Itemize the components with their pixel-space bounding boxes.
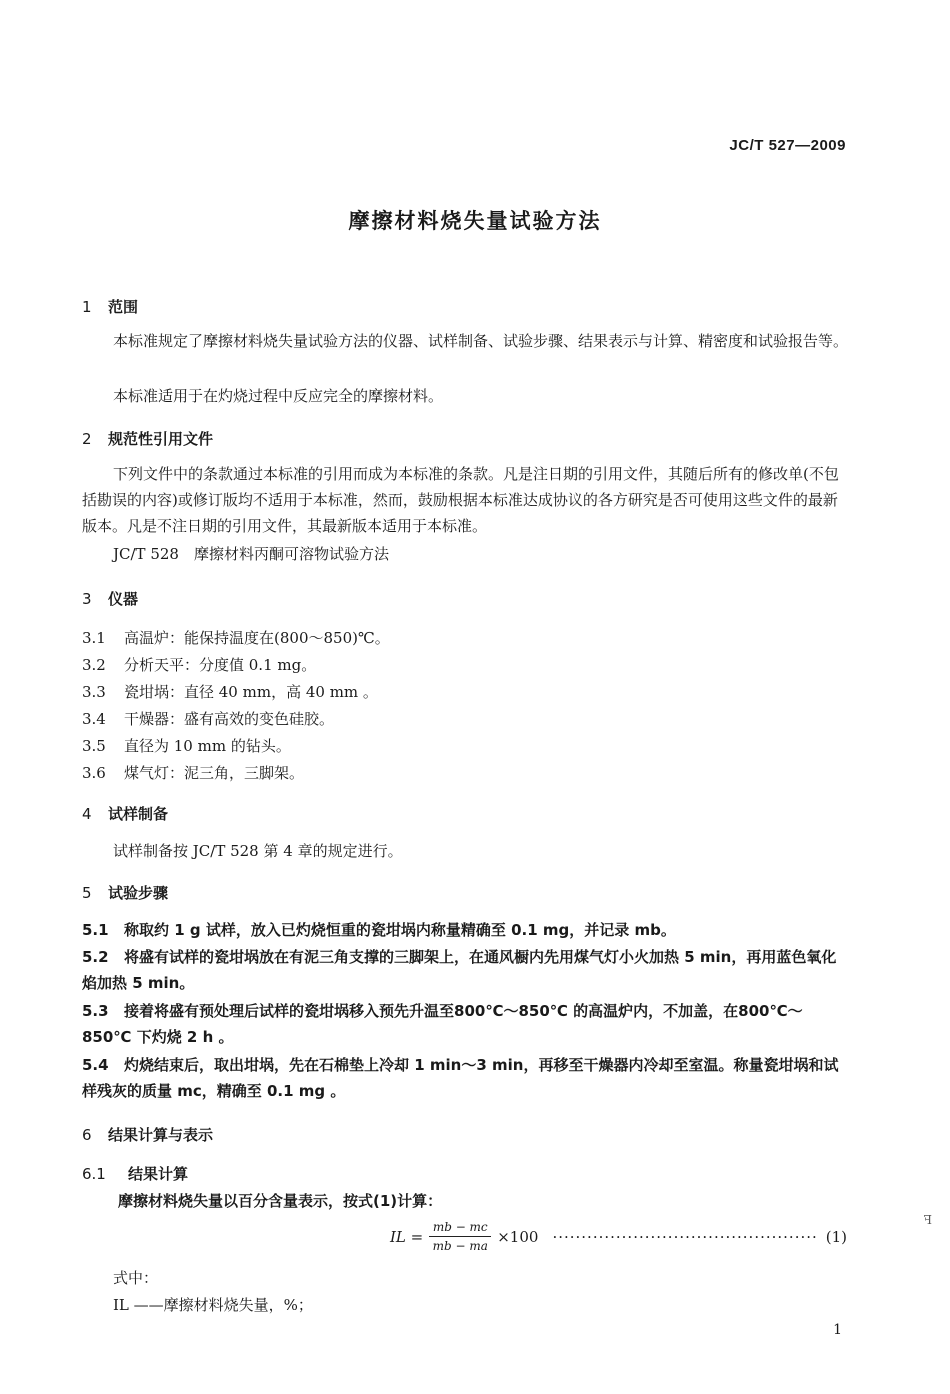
- item-text: 高温炉：能保持温度在(800～850)℃。: [124, 629, 390, 647]
- step-item: [82, 998, 850, 1050]
- item-number: 3.2: [82, 656, 106, 674]
- section-6-heading: [82, 1124, 213, 1145]
- formula-lhs: IL =: [390, 1227, 424, 1246]
- symbol-definition: IL ——摩擦材料烧失量，%；: [113, 1296, 313, 1314]
- item-number: 5.3: [82, 1002, 109, 1020]
- section-number: 6: [82, 1126, 92, 1144]
- item-text: 煤气灯：泥三角，三脚架。: [124, 764, 305, 782]
- section-title: 试样制备: [108, 805, 169, 823]
- section-number: 1: [82, 298, 92, 316]
- list-item: [82, 708, 334, 729]
- page-number: 1: [833, 1322, 842, 1338]
- list-item: [82, 654, 316, 675]
- item-text: 将盛有试样的瓷坩埚放在有泥三角支撑的三脚架上，在通风橱内先用煤气灯小火加热 5 min，再用蓝色氧化焰加热 5 min。: [82, 948, 837, 992]
- section-number: 5: [82, 884, 92, 902]
- section-2-heading: [82, 428, 213, 449]
- reference-item: JC/T 528 摩擦材料丙酮可溶物试验方法: [113, 545, 389, 563]
- section-title: 试验步骤: [108, 884, 169, 902]
- document-title: 摩擦材料烧失量试验方法: [348, 209, 602, 233]
- section-title: 结果计算与表示: [108, 1126, 214, 1144]
- list-item: [82, 762, 304, 783]
- paragraph: 本标准适用于在灼烧过程中反应完全的摩擦材料。: [113, 387, 444, 405]
- fraction-bar: [429, 1236, 491, 1237]
- section-5-heading: [82, 882, 168, 903]
- step-item: [82, 944, 850, 996]
- section-title: 仪器: [108, 590, 139, 608]
- item-number: 3.5: [82, 737, 106, 755]
- paragraph: 摩擦材料烧失量以百分含量表示，按式(1)计算：: [118, 1192, 443, 1210]
- subsection-number: 6.1: [82, 1165, 106, 1183]
- paragraph: 试样制备按 JC/T 528 第 4 章的规定进行。: [113, 842, 403, 860]
- list-item: [82, 735, 291, 756]
- item-number: 5.1: [82, 921, 109, 939]
- standard-number: JC/T 527—2009: [729, 137, 846, 154]
- list-item: [82, 627, 390, 648]
- item-number: 3.4: [82, 710, 106, 728]
- formula-fraction: [429, 1220, 491, 1253]
- section-1-heading: [82, 296, 138, 317]
- item-text: 称取约 1 g 试样，放入已灼烧恒重的瓷坩埚内称量精确至 0.1 mg，并记录 mb。: [124, 921, 676, 939]
- item-text: 瓷坩埚：直径 40 mm，高 40 mm 。: [124, 683, 378, 701]
- formula-1: [390, 1220, 847, 1253]
- item-text: 灼烧结束后，取出坩埚，先在石棉垫上冷却 1 min～3 min，再移至干燥器内冷却至室温。称量瓷坩埚和试样残灰的质量 mc，精确至 0.1 mg 。: [82, 1056, 839, 1100]
- equation-number: (1): [825, 1227, 848, 1246]
- formula-numerator: mb − mc: [432, 1220, 488, 1234]
- paragraph: 下列文件中的条款通过本标准的引用而成为本标准的条款。凡是注日期的引用文件，其随后所有的修改单(不包括勘误的内容)或修订版均不适用于本标准，然而，鼓励根据本标准达成协议的各方研究是否可使用这些文件的最新版本。凡是不注日期的引用文件，其最新版本适用于本标准。: [82, 465, 839, 535]
- item-text: 干燥器：盛有高效的变色硅胶。: [124, 710, 335, 728]
- section-title: 范围: [108, 298, 139, 316]
- item-number: 3.6: [82, 764, 106, 782]
- item-number: 3.1: [82, 629, 106, 647]
- formula-multiplier: ×100: [497, 1227, 539, 1246]
- section-3-heading: [82, 588, 138, 609]
- margin-mark: ꟻ: [923, 1213, 932, 1227]
- item-text: 分析天平：分度值 0.1 mg。: [124, 656, 317, 674]
- item-number: 5.4: [82, 1056, 109, 1074]
- item-number: 3.3: [82, 683, 106, 701]
- formula-leader-dots: ··············································: [552, 1227, 818, 1246]
- section-number: 4: [82, 805, 92, 823]
- paragraph: 本标准规定了摩擦材料烧失量试验方法的仪器、试样制备、试验步骤、结果表示与计算、精密度和试验报告等。: [113, 332, 849, 350]
- step-item: [82, 1052, 850, 1104]
- where-label: 式中：: [113, 1269, 159, 1287]
- formula-denominator: mb − ma: [432, 1239, 488, 1253]
- item-text: 直径为 10 mm 的钻头。: [124, 737, 291, 755]
- section-4-heading: [82, 803, 168, 824]
- section-number: 2: [82, 430, 92, 448]
- subsection-heading: [82, 1163, 188, 1184]
- list-item: [82, 681, 378, 702]
- section-title: 规范性引用文件: [108, 430, 214, 448]
- item-number: 5.2: [82, 948, 109, 966]
- item-text: 接着将盛有预处理后试样的瓷坩埚移入预先升温至800℃～850℃ 的高温炉内，不加盖，在800℃～850℃ 下灼烧 2 h 。: [82, 1002, 803, 1046]
- section-number: 3: [82, 590, 92, 608]
- subsection-title: 结果计算: [128, 1165, 189, 1183]
- step-item: [82, 917, 676, 943]
